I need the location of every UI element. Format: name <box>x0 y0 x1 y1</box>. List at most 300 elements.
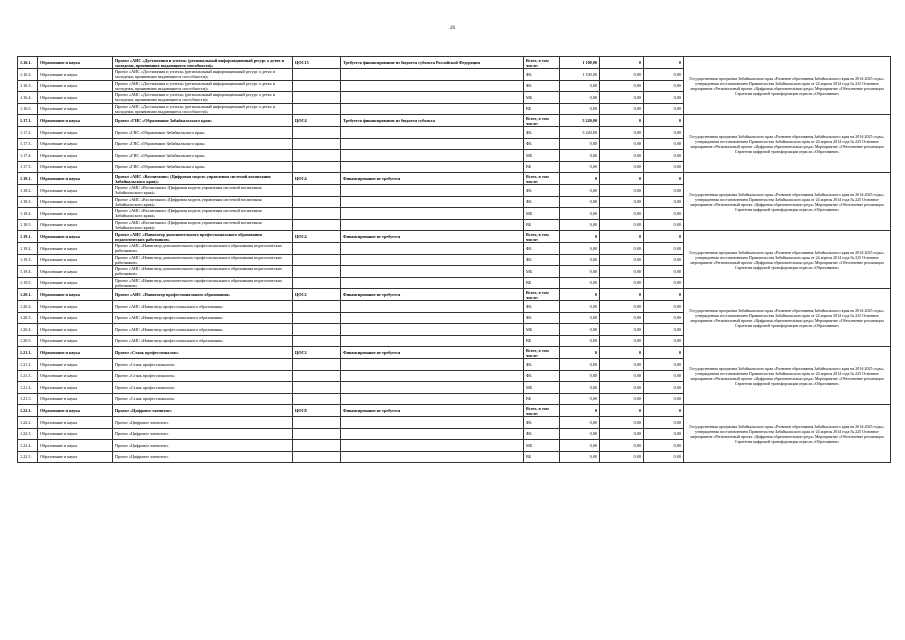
row-number: 1.21.2. <box>18 359 38 371</box>
table-group-header-row <box>18 231 891 243</box>
table-group-header-row <box>18 347 891 359</box>
row-financing <box>341 301 524 313</box>
row-area: Образование и наука <box>38 173 113 185</box>
row-financing <box>341 243 524 255</box>
program-description: Государственная программа Забайкальского края «Развитие образования Забайкальского края на 2014-2025 годы», утвержденная постановлением Правительства Забайкальского края от 24 апреля 2014 года № 225 Основное мероприятие «Региональный проект «Цифровая образовательная среда» Мероприятие «Обеспечение реализации Стратегии цифровой трансформации отрасли «Образование» <box>684 57 891 115</box>
row-number: 1.18.2. <box>18 185 38 197</box>
row-financing <box>341 196 524 208</box>
project-table <box>17 56 891 463</box>
row-value-2: 0 <box>600 289 644 301</box>
row-number: 1.18.5. <box>18 219 38 231</box>
row-code <box>293 335 341 347</box>
row-source: МБ <box>524 382 560 394</box>
row-area: Образование и наука <box>38 347 113 359</box>
row-financing <box>341 219 524 231</box>
row-number: 1.17.3. <box>18 138 38 150</box>
row-source: Всего, в том числе: <box>524 115 560 127</box>
row-area: Образование и наука <box>38 231 113 243</box>
program-description: Государственная программа Забайкальского края «Развитие образования Забайкальского края на 2014-2025 годы», утвержденная постановлением Правительства Забайкальского края от 24 апреля 2014 года № 225 Основное мероприятие «Региональный проект «Цифровая образовательная среда» Мероприятие «Обеспечение реализации Стратегии цифровой трансформации отрасли «Образование» <box>684 231 891 289</box>
row-number: 1.19.2. <box>18 243 38 255</box>
row-value-3: 0,00 <box>644 150 684 162</box>
row-project: Проект «АИС «Навигатор дополнительного профессионального образования педагогических работников» <box>113 277 293 289</box>
row-area: Образование и наука <box>38 80 113 92</box>
row-area: Образование и наука <box>38 127 113 139</box>
row-area: Образование и наука <box>38 451 113 463</box>
row-code: ЦОС4 <box>293 115 341 127</box>
row-value-3: 0 <box>644 289 684 301</box>
row-value-3: 0,00 <box>644 324 684 336</box>
row-value-2: 0,00 <box>600 324 644 336</box>
row-value-1: 0,00 <box>560 393 600 405</box>
row-code <box>293 266 341 278</box>
row-source: ВБ <box>524 451 560 463</box>
row-source: Всего, в том числе: <box>524 231 560 243</box>
row-area: Образование и наука <box>38 243 113 255</box>
table-group-header-row <box>18 405 891 417</box>
row-source: Всего, в том числе: <box>524 57 560 69</box>
row-financing <box>341 451 524 463</box>
row-code <box>293 312 341 324</box>
row-code: ЦОС4 <box>293 173 341 185</box>
row-project: Проект «АИС «Воспитание» (Цифровая модель управления системой воспитания Забайкальского края)» <box>113 219 293 231</box>
row-value-3: 0,00 <box>644 451 684 463</box>
row-source: ФБ <box>524 370 560 382</box>
row-value-2: 0,00 <box>600 196 644 208</box>
row-value-2: 0,00 <box>600 370 644 382</box>
row-area: Образование и наука <box>38 393 113 405</box>
row-value-3: 0,00 <box>644 254 684 266</box>
row-source: Всего, в том числе: <box>524 173 560 185</box>
table-group-header-row <box>18 115 891 127</box>
row-number: 1.22.4. <box>18 440 38 452</box>
row-value-3: 0,00 <box>644 92 684 104</box>
row-code <box>293 393 341 405</box>
row-area: Образование и наука <box>38 324 113 336</box>
table-group-header-row <box>18 289 891 301</box>
row-code <box>293 161 341 173</box>
row-value-2: 0 <box>600 347 644 359</box>
row-project: Проект «Стань профессионалом» <box>113 382 293 394</box>
row-value-3: 0 <box>644 115 684 127</box>
row-value-1: 0,00 <box>560 382 600 394</box>
row-financing <box>341 80 524 92</box>
row-project: Проект «Стань профессионалом» <box>113 370 293 382</box>
row-code <box>293 370 341 382</box>
row-number: 1.19.1. <box>18 231 38 243</box>
row-area: Образование и наука <box>38 289 113 301</box>
row-value-1: 0,00 <box>560 185 600 197</box>
row-project: Проект «Цифровое чаепитие» <box>113 428 293 440</box>
row-number: 1.20.3. <box>18 312 38 324</box>
row-code <box>293 277 341 289</box>
row-project: Проект «Цифровое чаепитие» <box>113 405 293 417</box>
row-value-2: 0,00 <box>600 185 644 197</box>
row-code <box>293 219 341 231</box>
table-group-header-row <box>18 173 891 185</box>
row-value-3: 0,00 <box>644 196 684 208</box>
row-value-1: 0,00 <box>560 440 600 452</box>
row-project: Проект «АИС «Навигатор профессионального образования» <box>113 289 293 301</box>
row-value-1: 0,00 <box>560 370 600 382</box>
row-financing <box>341 440 524 452</box>
row-area: Образование и наука <box>38 312 113 324</box>
row-financing <box>341 254 524 266</box>
row-value-1: 0,00 <box>560 208 600 220</box>
program-description: Государственная программа Забайкальского края «Развитие образования Забайкальского края на 2014-2025 годы», утвержденная постановлением Правительства Забайкальского края от 24 апреля 2014 года № 225 Основное мероприятие «Региональный проект «Цифровая образовательная среда» Мероприятие «Обеспечение реализации Стратегии цифровой трансформации отрасли «Образование» <box>684 347 891 405</box>
row-area: Образование и наука <box>38 370 113 382</box>
row-value-2: 0,00 <box>600 451 644 463</box>
row-value-2: 0,00 <box>600 266 644 278</box>
row-financing <box>341 277 524 289</box>
row-project: Проект «Цифровое чаепитие» <box>113 451 293 463</box>
program-description: Государственная программа Забайкальского края «Развитие образования Забайкальского края на 2014-2025 годы», утвержденная постановлением Правительства Забайкальского края от 24 апреля 2014 года № 225 Основное мероприятие «Региональный проект «Цифровая образовательная среда» Мероприятие «Обеспечение реализации Стратегии цифровой трансформации отрасли «Образование» <box>684 405 891 463</box>
page-number: 26 <box>450 26 455 31</box>
row-project: Проект «ГИС «Образование Забайкальского края» <box>113 138 293 150</box>
row-project: Проект «Стань профессионалом» <box>113 359 293 371</box>
row-project: Проект «АИС «Навигатор профессионального образования» <box>113 312 293 324</box>
row-value-3: 0,00 <box>644 277 684 289</box>
row-financing <box>341 150 524 162</box>
row-project: Проект «АИС «Навигатор профессионального образования» <box>113 301 293 313</box>
row-number: 1.16.4. <box>18 92 38 104</box>
row-value-2: 0,00 <box>600 219 644 231</box>
row-value-3: 0,00 <box>644 370 684 382</box>
row-source: ФБ <box>524 138 560 150</box>
row-value-2: 0,00 <box>600 382 644 394</box>
row-code <box>293 92 341 104</box>
row-project: Проект «АИС «Достижения и успехи» (региональный информационный ресурс о детях и молодежи, проявивших выдающиеся способности)» <box>113 80 293 92</box>
row-code <box>293 243 341 255</box>
row-area: Образование и наука <box>38 185 113 197</box>
row-financing <box>341 161 524 173</box>
row-number: 1.21.4. <box>18 382 38 394</box>
row-value-2: 0 <box>600 115 644 127</box>
row-value-2: 0,00 <box>600 335 644 347</box>
row-value-3: 0,00 <box>644 219 684 231</box>
row-value-1: 5 220,00 <box>560 127 600 139</box>
row-value-1: 0 <box>560 405 600 417</box>
row-number: 1.17.4. <box>18 150 38 162</box>
row-value-1: 0,00 <box>560 324 600 336</box>
row-financing: Финансирование не требуется <box>341 347 524 359</box>
row-code <box>293 301 341 313</box>
row-source: ФБ <box>524 127 560 139</box>
row-area: Образование и наука <box>38 196 113 208</box>
row-number: 1.19.3. <box>18 254 38 266</box>
row-project: Проект «АИС «Достижения и успехи» (региональный информационный ресурс о детях и молодежи, проявивших выдающиеся способности)» <box>113 103 293 115</box>
row-value-1: 0,00 <box>560 301 600 313</box>
row-source: ФБ <box>524 359 560 371</box>
row-value-2: 0,00 <box>600 301 644 313</box>
row-value-3: 0,00 <box>644 301 684 313</box>
row-code: ЦОС15 <box>293 57 341 69</box>
row-value-3: 0 <box>644 173 684 185</box>
table-group-header-row <box>18 57 891 69</box>
row-number: 1.21.3. <box>18 370 38 382</box>
row-value-1: 0,00 <box>560 243 600 255</box>
row-code <box>293 80 341 92</box>
row-project: Проект «АИС «Воспитание» (Цифровая модель управления системой воспитания Забайкальского края)» <box>113 196 293 208</box>
program-description: Государственная программа Забайкальского края «Развитие образования Забайкальского края на 2014-2025 годы», утвержденная постановлением Правительства Забайкальского края от 24 апреля 2014 года № 225 Основное мероприятие «Региональный проект «Цифровая образовательная среда» Мероприятие «Обеспечение реализации Стратегии цифровой трансформации отрасли «Образование» <box>684 115 891 173</box>
row-project: Проект «ГИС «Образование Забайкальского края» <box>113 115 293 127</box>
row-project: Проект «АИС «Достижения и успехи» (региональный информационный ресурс о детях и молодежи, проявивших выдающиеся способности)» <box>113 57 293 69</box>
row-area: Образование и наука <box>38 57 113 69</box>
row-value-1: 0 <box>560 347 600 359</box>
row-number: 1.22.1. <box>18 405 38 417</box>
row-value-1: 0,00 <box>560 219 600 231</box>
row-area: Образование и наука <box>38 150 113 162</box>
program-description: Государственная программа Забайкальского края «Развитие образования Забайкальского края на 2014-2025 годы», утвержденная постановлением Правительства Забайкальского края от 24 апреля 2014 года № 225 Основное мероприятие «Региональный проект «Цифровая образовательная среда» Мероприятие «Обеспечение реализации Стратегии цифровой трансформации отрасли «Образование» <box>684 173 891 231</box>
row-area: Образование и наука <box>38 382 113 394</box>
row-financing: Финансирование не требуется <box>341 173 524 185</box>
row-project: Проект «АИС «Достижения и успехи» (региональный информационный ресурс о детях и молодежи, проявивших выдающиеся способности)» <box>113 69 293 81</box>
row-number: 1.18.1. <box>18 173 38 185</box>
row-value-3: 0,00 <box>644 103 684 115</box>
row-source: МБ <box>524 150 560 162</box>
row-number: 1.19.5. <box>18 277 38 289</box>
row-value-1: 0,00 <box>560 428 600 440</box>
row-project: Проект «Цифровое чаепитие» <box>113 417 293 429</box>
row-code <box>293 382 341 394</box>
row-project: Проект «Цифровое чаепитие» <box>113 440 293 452</box>
row-number: 1.18.3. <box>18 196 38 208</box>
row-financing <box>341 103 524 115</box>
row-project: Проект «АИС «Достижения и успехи» (региональный информационный ресурс о детях и молодежи, проявивших выдающиеся способности)» <box>113 92 293 104</box>
row-value-1: 0,00 <box>560 161 600 173</box>
row-code <box>293 324 341 336</box>
row-value-2: 0 <box>600 405 644 417</box>
row-financing <box>341 370 524 382</box>
row-source: ФБ <box>524 312 560 324</box>
row-source: ВБ <box>524 161 560 173</box>
row-code <box>293 185 341 197</box>
row-value-1: 1 100,00 <box>560 57 600 69</box>
row-project: Проект «АИС «Воспитание» (Цифровая модель управления системой воспитания Забайкальского края)» <box>113 185 293 197</box>
row-value-3: 0 <box>644 405 684 417</box>
row-number: 1.16.5. <box>18 103 38 115</box>
row-code: ЦОС2 <box>293 289 341 301</box>
row-code <box>293 417 341 429</box>
row-code <box>293 451 341 463</box>
row-value-2: 0,00 <box>600 243 644 255</box>
row-value-3: 0 <box>644 57 684 69</box>
row-value-2: 0,00 <box>600 103 644 115</box>
row-financing <box>341 138 524 150</box>
row-financing: Требуется финансирование из бюджета субъекта <box>341 115 524 127</box>
row-value-2: 0,00 <box>600 417 644 429</box>
row-area: Образование и наука <box>38 266 113 278</box>
row-source: ФБ <box>524 69 560 81</box>
row-value-2: 0,00 <box>600 161 644 173</box>
row-value-2: 0,00 <box>600 440 644 452</box>
row-area: Образование и наука <box>38 115 113 127</box>
row-number: 1.22.5. <box>18 451 38 463</box>
row-code <box>293 428 341 440</box>
row-value-1: 0 <box>560 289 600 301</box>
row-source: ФБ <box>524 185 560 197</box>
row-value-3: 0,00 <box>644 393 684 405</box>
row-value-1: 0,00 <box>560 254 600 266</box>
row-value-2: 0,00 <box>600 208 644 220</box>
row-value-1: 0,00 <box>560 196 600 208</box>
row-value-3: 0,00 <box>644 69 684 81</box>
row-source: МБ <box>524 266 560 278</box>
row-value-3: 0,00 <box>644 161 684 173</box>
row-project: Проект «Стань профессионалом» <box>113 393 293 405</box>
row-financing: Финансирование не требуется <box>341 405 524 417</box>
row-number: 1.19.4. <box>18 266 38 278</box>
row-financing <box>341 393 524 405</box>
row-source: ФБ <box>524 301 560 313</box>
row-number: 1.16.3. <box>18 80 38 92</box>
row-financing <box>341 92 524 104</box>
row-number: 1.18.4. <box>18 208 38 220</box>
row-code <box>293 103 341 115</box>
row-code <box>293 359 341 371</box>
row-value-2: 0,00 <box>600 254 644 266</box>
row-value-1: 0,00 <box>560 103 600 115</box>
program-description: Государственная программа Забайкальского края «Развитие образования Забайкальского края на 2014-2025 годы», утвержденная постановлением Правительства Забайкальского края от 24 апреля 2014 года № 225 Основное мероприятие «Региональный проект «Цифровая образовательная среда» Мероприятие «Обеспечение реализации Стратегии цифровой трансформации отрасли «Образование» <box>684 289 891 347</box>
row-project: Проект «АИС «Навигатор дополнительного профессионального образования педагогических работников» <box>113 254 293 266</box>
row-source: ФБ <box>524 254 560 266</box>
row-source: ВБ <box>524 219 560 231</box>
row-financing <box>341 417 524 429</box>
row-value-2: 0,00 <box>600 393 644 405</box>
row-source: Всего, в том числе: <box>524 405 560 417</box>
row-value-2: 0,00 <box>600 127 644 139</box>
row-financing <box>341 428 524 440</box>
row-project: Проект «АИС «Навигатор дополнительного профессионального образования педагогических работников» <box>113 231 293 243</box>
row-financing <box>341 382 524 394</box>
row-area: Образование и наука <box>38 219 113 231</box>
row-value-2: 0,00 <box>600 277 644 289</box>
row-project: Проект «АИС «Воспитание» (Цифровая модель управления системой воспитания Забайкальского края)» <box>113 173 293 185</box>
row-value-2: 0,00 <box>600 312 644 324</box>
row-value-1: 0,00 <box>560 451 600 463</box>
row-value-1: 5 220,00 <box>560 115 600 127</box>
row-value-2: 0,00 <box>600 69 644 81</box>
row-project: Проект «Стань профессионалом» <box>113 347 293 359</box>
row-project: Проект «ГИС «Образование Забайкальского края» <box>113 150 293 162</box>
row-source: МБ <box>524 92 560 104</box>
row-area: Образование и наука <box>38 138 113 150</box>
row-financing <box>341 208 524 220</box>
row-value-1: 1 100,00 <box>560 69 600 81</box>
row-source: Всего, в том числе: <box>524 347 560 359</box>
row-area: Образование и наука <box>38 417 113 429</box>
row-code <box>293 254 341 266</box>
row-area: Образование и наука <box>38 440 113 452</box>
row-area: Образование и наука <box>38 405 113 417</box>
row-value-3: 0,00 <box>644 359 684 371</box>
row-source: ФБ <box>524 428 560 440</box>
row-value-1: 0,00 <box>560 80 600 92</box>
row-number: 1.16.2. <box>18 69 38 81</box>
row-value-3: 0,00 <box>644 243 684 255</box>
row-financing: Финансирование не требуется <box>341 289 524 301</box>
row-area: Образование и наука <box>38 301 113 313</box>
row-value-2: 0,00 <box>600 150 644 162</box>
row-financing <box>341 359 524 371</box>
row-project: Проект «АИС «Навигатор дополнительного профессионального образования педагогических работников» <box>113 266 293 278</box>
row-project: Проект «ГИС «Образование Забайкальского края» <box>113 161 293 173</box>
row-number: 1.16.1. <box>18 57 38 69</box>
row-financing <box>341 127 524 139</box>
row-value-3: 0,00 <box>644 335 684 347</box>
row-value-1: 0,00 <box>560 277 600 289</box>
row-number: 1.17.5. <box>18 161 38 173</box>
row-financing <box>341 266 524 278</box>
row-project: Проект «АИС «Навигатор дополнительного профессионального образования педагогических работников» <box>113 243 293 255</box>
row-source: ФБ <box>524 243 560 255</box>
row-code <box>293 138 341 150</box>
row-value-1: 0,00 <box>560 150 600 162</box>
row-value-3: 0,00 <box>644 127 684 139</box>
row-value-2: 0 <box>600 173 644 185</box>
row-area: Образование и наука <box>38 208 113 220</box>
row-number: 1.20.1. <box>18 289 38 301</box>
row-code <box>293 208 341 220</box>
row-project: Проект «АИС «Воспитание» (Цифровая модель управления системой воспитания Забайкальского края)» <box>113 208 293 220</box>
row-value-3: 0,00 <box>644 138 684 150</box>
row-source: Всего, в том числе: <box>524 289 560 301</box>
row-number: 1.20.5. <box>18 335 38 347</box>
row-code <box>293 150 341 162</box>
row-source: ВБ <box>524 393 560 405</box>
row-code <box>293 196 341 208</box>
row-code <box>293 69 341 81</box>
row-area: Образование и наука <box>38 335 113 347</box>
row-number: 1.17.1. <box>18 115 38 127</box>
row-value-3: 0 <box>644 347 684 359</box>
row-area: Образование и наука <box>38 428 113 440</box>
row-financing <box>341 69 524 81</box>
row-number: 1.20.4. <box>18 324 38 336</box>
row-code: ЦОС8 <box>293 405 341 417</box>
row-value-3: 0,00 <box>644 428 684 440</box>
row-code <box>293 127 341 139</box>
row-value-2: 0 <box>600 57 644 69</box>
row-number: 1.21.5. <box>18 393 38 405</box>
row-area: Образование и наука <box>38 103 113 115</box>
row-source: ВБ <box>524 335 560 347</box>
row-project: Проект «ГИС «Образование Забайкальского края» <box>113 127 293 139</box>
row-financing <box>341 324 524 336</box>
row-value-2: 0,00 <box>600 138 644 150</box>
row-project: Проект «АИС «Навигатор профессионального образования» <box>113 324 293 336</box>
row-area: Образование и наука <box>38 254 113 266</box>
row-value-1: 0,00 <box>560 138 600 150</box>
row-value-1: 0,00 <box>560 335 600 347</box>
row-project: Проект «АИС «Навигатор профессионального образования» <box>113 335 293 347</box>
row-value-3: 0,00 <box>644 382 684 394</box>
row-code: ЦОС4 <box>293 231 341 243</box>
row-source: ВБ <box>524 103 560 115</box>
row-code <box>293 440 341 452</box>
row-value-1: 0,00 <box>560 417 600 429</box>
row-value-1: 0 <box>560 231 600 243</box>
row-financing <box>341 335 524 347</box>
row-financing <box>341 312 524 324</box>
row-value-1: 0,00 <box>560 266 600 278</box>
row-financing: Требуется финансирование из бюджета субъекта Российской Федерации <box>341 57 524 69</box>
row-value-3: 0,00 <box>644 208 684 220</box>
row-number: 1.22.3. <box>18 428 38 440</box>
row-value-2: 0,00 <box>600 428 644 440</box>
row-value-3: 0,00 <box>644 312 684 324</box>
row-source: ФБ <box>524 196 560 208</box>
row-code: ЦОС2 <box>293 347 341 359</box>
